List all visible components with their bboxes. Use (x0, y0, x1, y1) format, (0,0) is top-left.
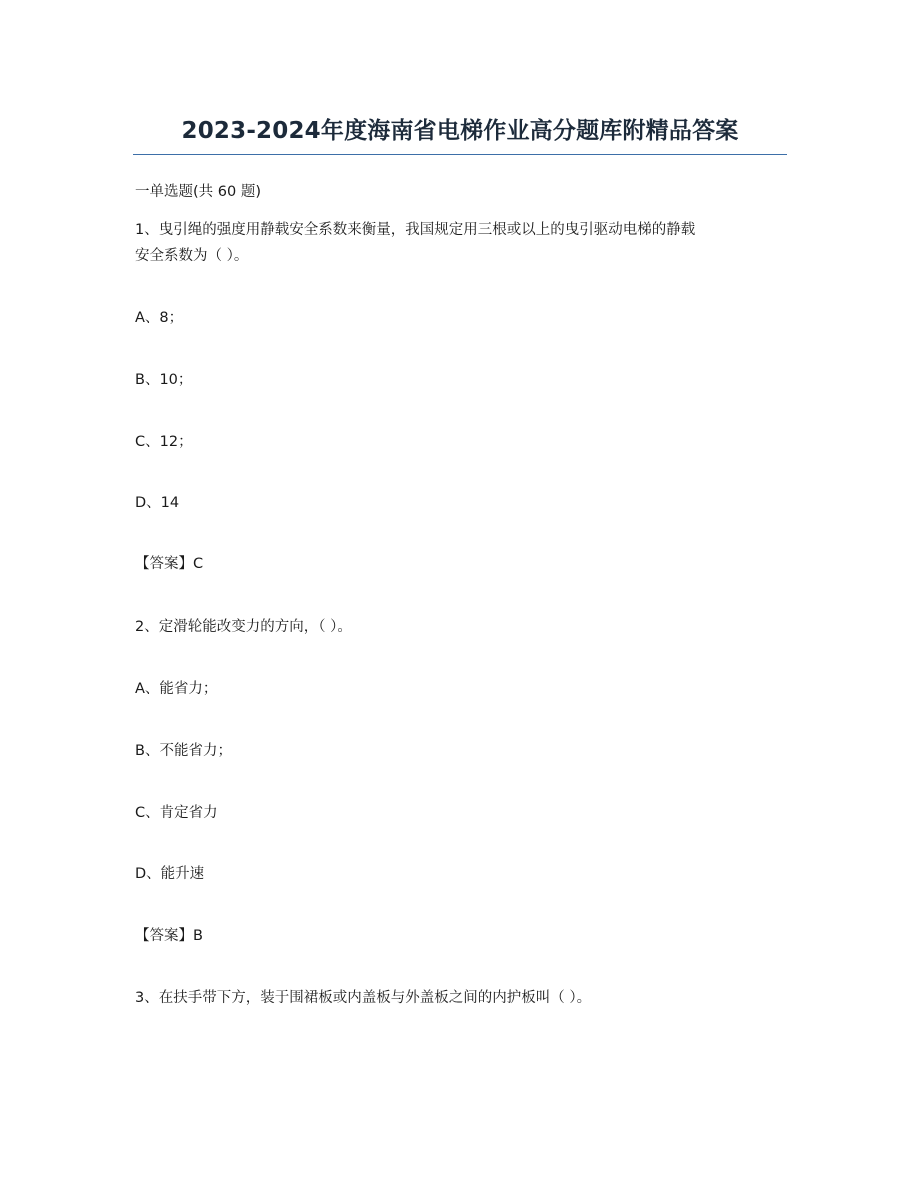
question-1-stem-line-1: 1、曳引绳的强度用静载安全系数来衡量，我国规定用三根或以上的曳引驱动电梯的静载 (135, 222, 696, 238)
section-heading: 一单选题(共 60 题) (135, 184, 261, 200)
document-title: 2023-2024年度海南省电梯作业高分题库附精品答案 (181, 118, 739, 144)
title-underline (133, 154, 787, 155)
question-1-answer: 【答案】C (135, 556, 204, 572)
question-2-option-d: D、能升速 (135, 866, 205, 882)
question-2-option-c: C、肯定省力 (135, 805, 218, 821)
question-2-stem: 2、定滑轮能改变力的方向，（ ）。 (135, 619, 352, 635)
question-1-option-a: A、8； (135, 310, 184, 326)
question-2-option-b: B、不能省力； (135, 743, 232, 759)
question-2-option-a: A、能省力； (135, 681, 218, 697)
question-1-option-b: B、10； (135, 372, 193, 388)
question-2-answer: 【答案】B (135, 928, 203, 944)
question-1-stem-line-2: 安全系数为（ ）。 (135, 248, 249, 264)
question-1-option-d: D、14 (135, 495, 180, 511)
question-1-option-c: C、12； (135, 434, 193, 450)
question-3-stem: 3、在扶手带下方，装于围裙板或内盖板与外盖板之间的内护板叫（ ）。 (135, 990, 592, 1006)
